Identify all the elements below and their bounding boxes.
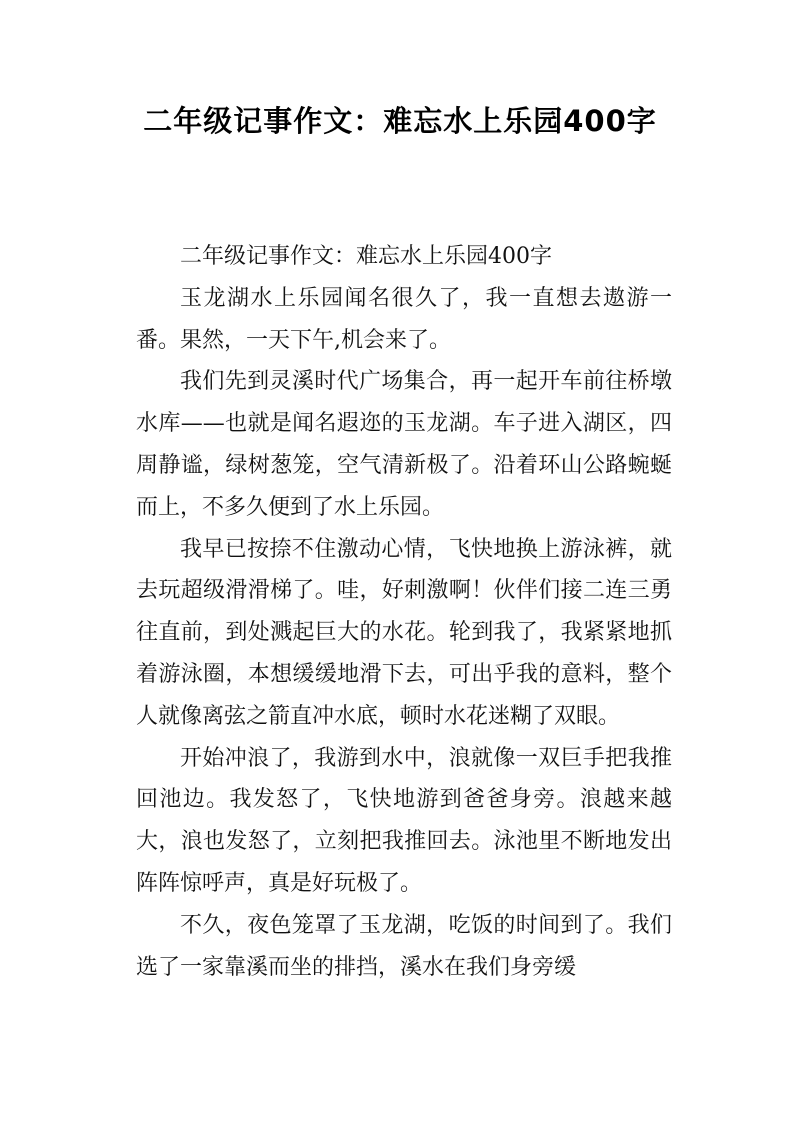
paragraph-intro: 玉龙湖水上乐园闻名很久了，我一直想去遨游一番。果然，一天下午,机会来了。 — [136, 285, 672, 353]
document-body — [136, 236, 672, 988]
paragraph-heading-repeat: 二年级记事作文：难忘水上乐园400字 — [180, 244, 552, 269]
paragraph-dinner: 不久，夜色笼罩了玉龙湖，吃饭的时间到了。我们选了一家靠溪而坐的排挡，溪水在我们身旁缓 — [136, 912, 672, 980]
paragraph-slide: 我早已按捺不住激动心情，飞快地换上游泳裤，就去玩超级滑滑梯了。哇，好刺激啊！伙伴们接二连三勇往直前，到处溅起巨大的水花。轮到我了，我紧紧地抓着游泳圈，本想缓缓地滑下去，可出乎我的意料，整个人就像离弦之箭直冲水底，顿时水花迷糊了双眼。 — [136, 536, 672, 729]
paragraph-journey: 我们先到灵溪时代广场集合，再一起开车前往桥墩水库——也就是闻名遐迩的玉龙湖。车子进入湖区，四周静谧，绿树葱笼，空气清新极了。沿着环山公路蜿蜒而上，不多久便到了水上乐园。 — [136, 369, 672, 520]
document-title: 二年级记事作文：难忘水上乐园400字 — [143, 104, 657, 138]
paragraph-surfing: 开始冲浪了，我游到水中，浪就像一双巨手把我推回池边。我发怒了，飞快地游到爸爸身旁。浪越来越大，浪也发怒了，立刻把我推回去。泳池里不断地发出阵阵惊呼声，真是好玩极了。 — [136, 745, 672, 896]
